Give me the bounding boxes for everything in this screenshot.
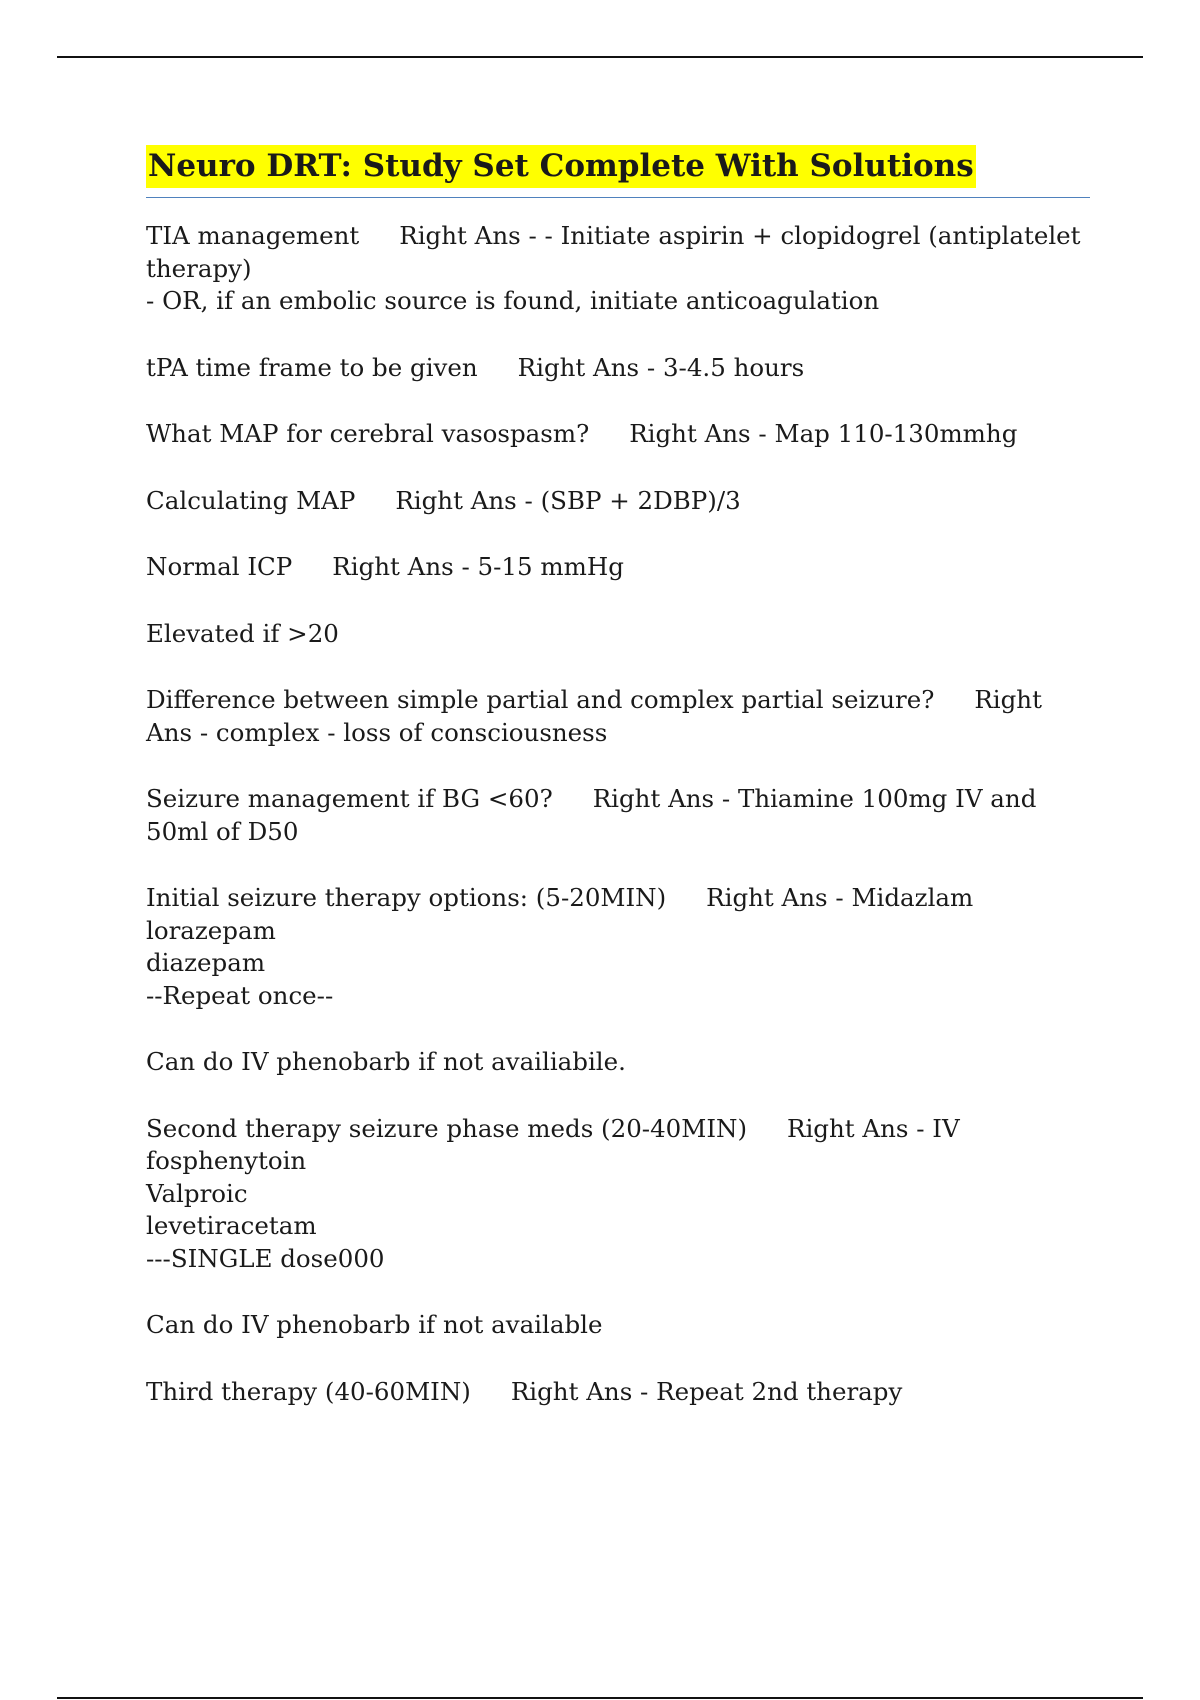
qa-entry	[146, 882, 1090, 1012]
question-text: Initial seizure therapy options: (5-20MIN)	[146, 883, 667, 912]
answer-line: diazepam	[146, 948, 266, 977]
title-block	[146, 145, 1090, 198]
answer-text: Right Ans - 3-4.5 hours	[517, 352, 805, 382]
answer-text: Right Ans - - Initiate aspirin + clopidogrel (antiplatelet therapy)	[146, 221, 1081, 283]
qa-entry	[146, 783, 1090, 848]
qa-entry	[146, 220, 1090, 318]
question-text: Third therapy (40-60MIN)	[146, 1376, 471, 1406]
answer-text: Right Ans - (SBP + 2DBP)/3	[395, 485, 741, 515]
note-text: Elevated if >20	[146, 618, 339, 648]
note-paragraph	[146, 1046, 1090, 1079]
qa-entry	[146, 352, 1090, 385]
question-text: TIA management	[146, 221, 360, 250]
page-top-rule	[57, 56, 1143, 58]
note-paragraph	[146, 618, 1090, 651]
question-text: What MAP for cerebral vasospasm?	[146, 419, 590, 448]
page-bottom-rule	[57, 1697, 1143, 1699]
answer-line: levetiracetam	[146, 1211, 317, 1240]
qa-entry	[146, 485, 1090, 518]
question-text: Calculating MAP	[146, 485, 356, 515]
qa-entry	[146, 551, 1090, 584]
answer-text: Right Ans - Thiamine 100mg IV and 50ml of D50	[146, 784, 1037, 846]
qa-entry	[146, 1113, 1090, 1276]
answer-line: lorazepam	[146, 915, 276, 945]
answer-line: ---SINGLE dose000	[146, 1243, 385, 1273]
answer-text: Right Ans - Map 110-130mmhg	[629, 419, 1018, 448]
qa-entry	[146, 418, 1090, 451]
answer-line: Valproic	[146, 1178, 248, 1208]
question-text: tPA time frame to be given	[146, 352, 478, 382]
document-body	[146, 145, 1090, 1442]
answer-text: Right Ans - IV fosphenytoin	[146, 1113, 960, 1175]
question-text: Seizure management if BG <60?	[146, 784, 553, 813]
qa-entry	[146, 684, 1090, 749]
qa-entry	[146, 1376, 1090, 1409]
note-text: Can do IV phenobarb if not available	[146, 1310, 603, 1339]
answer-text: Right Ans - Repeat 2nd therapy	[510, 1376, 903, 1406]
note-paragraph	[146, 1309, 1090, 1342]
question-text: Normal ICP	[146, 552, 293, 581]
answer-line: - OR, if an embolic source is found, initiate anticoagulation	[146, 286, 880, 315]
note-text: Can do IV phenobarb if not availiabile.	[146, 1047, 626, 1076]
question-text: Second therapy seizure phase meds (20-40MIN)	[146, 1113, 748, 1143]
answer-text: Right Ans - Midazlam	[706, 883, 974, 912]
answer-text: Right Ans - 5-15 mmHg	[332, 552, 624, 581]
answer-text: Right Ans - complex - loss of consciousness	[146, 685, 1042, 747]
document-title: Neuro DRT: Study Set Complete With Solutions	[146, 145, 976, 188]
question-text: Difference between simple partial and complex partial seizure?	[146, 685, 935, 714]
answer-line: --Repeat once--	[146, 980, 334, 1010]
